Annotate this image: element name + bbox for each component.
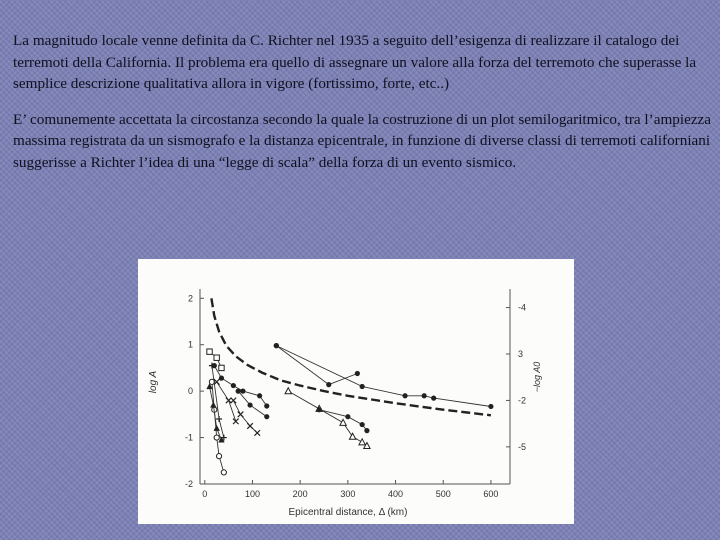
- point-filled-circle: [345, 414, 350, 419]
- point-x: [238, 412, 244, 418]
- x-tick-label: 500: [435, 489, 451, 499]
- reference-curve: [211, 298, 491, 415]
- point-open-square: [207, 349, 212, 354]
- point-open-square: [219, 365, 224, 370]
- point-filled-triangle: [210, 402, 216, 408]
- y-axis-label: log A: [148, 370, 159, 394]
- y-tick-label: 1: [187, 339, 193, 350]
- point-filled-circle: [247, 402, 252, 407]
- point-filled-circle: [326, 382, 331, 387]
- x-tick-label: 600: [483, 489, 499, 499]
- y-tick-label-right: 3: [518, 349, 524, 359]
- y-tick-label: -1: [184, 432, 193, 443]
- paragraph-semilog-plot: E’ comunemente accettata la circostanza secondo la quale la costruzione di un plot semilogaritmico, tra l’ampiezza massima registrata da un sismografo e la distanza epicentrale, in funzione di diverse classi di terremoti californiani suggerisse a Richter l’idea di una “legge di scala” della forza di un evento sismico.: [13, 110, 712, 171]
- point-cross: [216, 416, 222, 422]
- point-open-circle: [214, 435, 219, 440]
- point-filled-circle: [219, 376, 224, 381]
- data-series: [231, 398, 260, 436]
- point-filled-circle: [355, 371, 360, 376]
- point-open-triangle: [349, 433, 355, 439]
- y-tick-label-right: -2: [518, 395, 527, 406]
- y-tick-label: -2: [184, 479, 193, 489]
- point-filled-circle: [488, 404, 493, 409]
- point-filled-circle: [360, 384, 365, 389]
- chart-axes: [185, 289, 526, 499]
- point-filled-circle: [236, 389, 241, 394]
- point-x: [247, 423, 253, 429]
- point-filled-circle: [402, 393, 407, 398]
- point-x: [233, 419, 239, 425]
- paragraph-richter-history: La magnitudo locale venne definita da C. Richter nel 1935 a seguito dell’esigenza di realizzare il catalogo dei terremoti della California. Il problema era quello di assegnare un valore alla forza del terremoto che superasse la semplice descrizione qualitativa allora in vigore (fortissimo, forte, etc..): [13, 32, 697, 92]
- slide-text: [13, 30, 713, 187]
- point-open-circle: [216, 454, 221, 459]
- point-filled-triangle: [213, 425, 219, 431]
- y-tick-label-right: -5: [518, 441, 527, 452]
- point-filled-circle: [364, 428, 369, 433]
- point-x: [231, 398, 237, 404]
- series-layer: [206, 343, 493, 475]
- series-line: [276, 346, 491, 407]
- x-tick-label: 100: [244, 489, 260, 499]
- point-filled-circle: [360, 422, 365, 427]
- point-x: [226, 398, 232, 404]
- y-tick-label-right: -4: [518, 302, 527, 313]
- richter-figure: [138, 259, 574, 524]
- point-x: [254, 430, 260, 436]
- data-series: [274, 343, 494, 409]
- point-filled-circle: [422, 393, 427, 398]
- point-open-circle: [221, 470, 226, 475]
- point-open-triangle: [359, 439, 365, 445]
- point-filled-circle: [257, 393, 262, 398]
- x-tick-label: 200: [292, 489, 308, 499]
- x-tick-label: 300: [340, 489, 356, 499]
- point-filled-circle: [264, 403, 269, 408]
- data-series: [285, 388, 370, 449]
- point-open-triangle: [285, 388, 291, 394]
- point-filled-circle: [431, 396, 436, 401]
- point-filled-circle: [240, 389, 245, 394]
- x-tick-label: 400: [388, 489, 404, 499]
- point-open-triangle: [340, 419, 346, 425]
- point-open-square: [214, 355, 219, 360]
- point-filled-circle: [274, 343, 279, 348]
- point-filled-circle: [231, 383, 236, 388]
- richter-chart: [138, 259, 574, 524]
- y-tick-label: 2: [187, 293, 193, 304]
- x-axis-label: Epicentral distance, Δ (km): [288, 507, 408, 518]
- y-axis-label-right: −log A0: [532, 361, 542, 393]
- point-filled-circle: [317, 407, 322, 412]
- series-line: [233, 400, 257, 433]
- x-tick-label: 0: [202, 489, 208, 499]
- y-tick-label: 0: [187, 386, 193, 397]
- point-filled-circle: [264, 414, 269, 419]
